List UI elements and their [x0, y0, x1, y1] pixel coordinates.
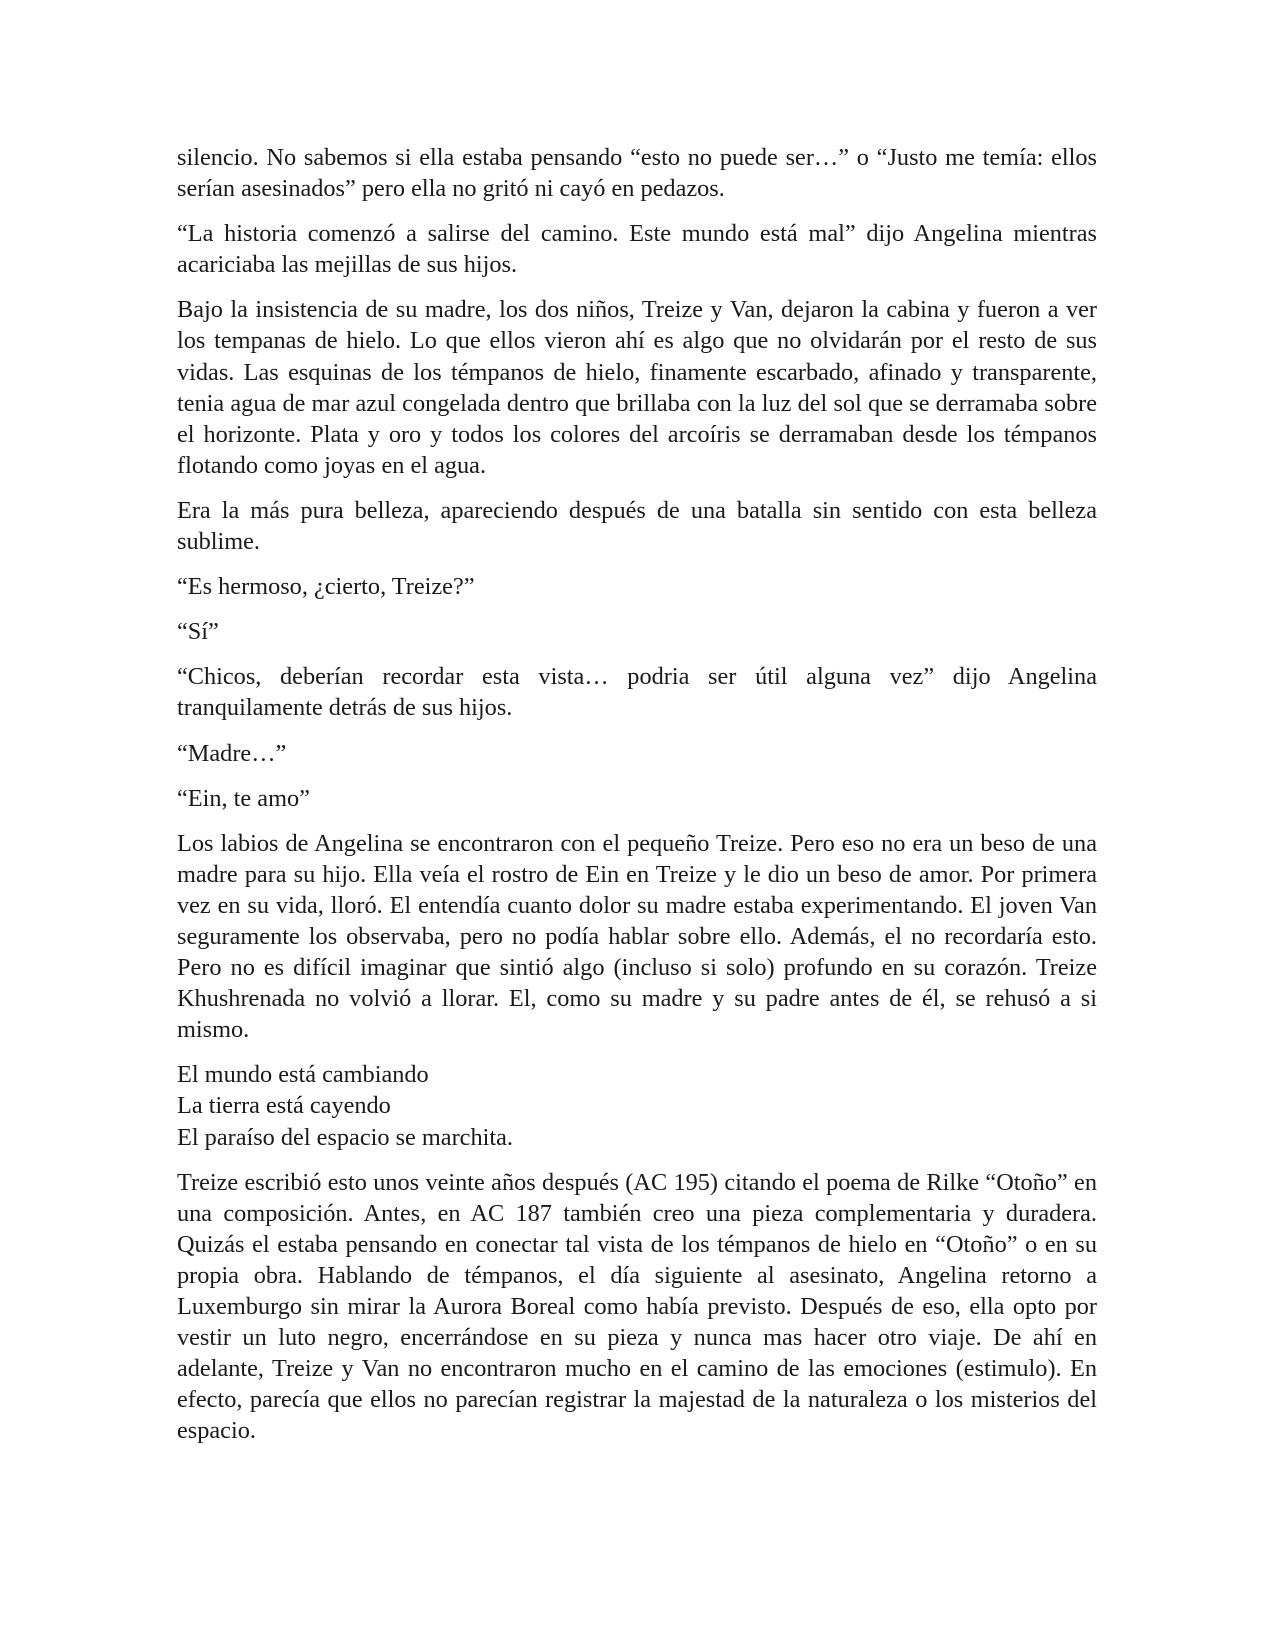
- poem-line-1: El mundo está cambiando: [177, 1061, 429, 1089]
- dialogue-line-1: “Es hermoso, ¿cierto, Treize?”: [177, 573, 475, 601]
- paragraph-4: Era la más pura belleza, apareciendo después de una batalla sin sentido con esta belleza sublime.: [177, 496, 1097, 556]
- poem: [177, 1059, 1097, 1152]
- poem-line-3: El paraíso del espacio se marchita.: [177, 1123, 513, 1151]
- dialogue-line-3: “Madre…”: [177, 739, 287, 767]
- dialogue-line-4: “Ein, te amo”: [177, 784, 310, 812]
- dialogue-line-2: “Sí”: [177, 618, 219, 646]
- closing-paragraph: Treize escribió esto unos veinte años después (AC 195) citando el poema de Rilke “Otoño” en una composición. Antes, en AC 187 también creo una pieza complementaria y duradera. Quizás el estaba pensando en conectar tal vista de los témpanos de hielo en “Otoño” o en su propia obra. Hablando de témpanos, el día siguiente al asesinato, Angelina retorno a Luxemburgo sin mirar la Aurora Boreal como había previsto. Después de eso, ella opto por vestir un luto negro, encerrándose en su pieza y nunca mas hacer otro viaje. De ahí en adelante, Treize y Van no encontraron mucho en el camino de las emociones (estimulo). En efecto, parecía que ellos no parecían registrar la majestad de la naturaleza o los misterios del espacio.: [177, 1168, 1097, 1445]
- paragraph-7: “Chicos, deberían recordar esta vista… podria ser útil alguna vez” dijo Angelina tranquilamente detrás de sus hijos.: [177, 663, 1097, 722]
- poem-line-2: La tierra está cayendo: [177, 1092, 391, 1120]
- paragraph-2: “La historia comenzó a salirse del camino. Este mundo está mal” dijo Angelina mientras acariciaba las mejillas de sus hijos.: [177, 220, 1097, 279]
- paragraph-3: Bajo la insistencia de su madre, los dos niños, Treize y Van, dejaron la cabina y fueron a ver los tempanas de hielo. Lo que ellos vieron ahí es algo que no olvidarán por el resto de sus vidas. Las esquinas de los témpanos de hielo, finamente escarbado, afinado y transparente, tenia agua de mar azul congelada dentro que brillaba con la luz del sol que se derramaba sobre el horizonte. Plata y oro y todos los colores del arcoíris se derramaban desde los témpanos flotando como joyas en el agua.: [177, 296, 1097, 479]
- document-page: [177, 142, 1097, 1460]
- paragraph-1: silencio. No sabemos si ella estaba pensando “esto no puede ser…” o “Justo me temía: ellos serían asesinados” pero ella no gritó ni cayó en pedazos.: [177, 144, 1097, 203]
- paragraph-10: Los labios de Angelina se encontraron con el pequeño Treize. Pero eso no era un beso de una madre para su hijo. Ella veía el rostro de Ein en Treize y le dio un beso de amor. Por primera vez en su vida, lloró. El entendía cuanto dolor su madre estaba experimentando. El joven Van seguramente los observaba, pero no podía hablar sobre ello. Además, el no recordaría esto. Pero no es difícil imaginar que sintió algo (incluso si solo) profundo en su corazón. Treize Khushrenada no volvió a llorar. El, como su madre y su padre antes de él, se rehusó a si mismo.: [177, 829, 1097, 1044]
